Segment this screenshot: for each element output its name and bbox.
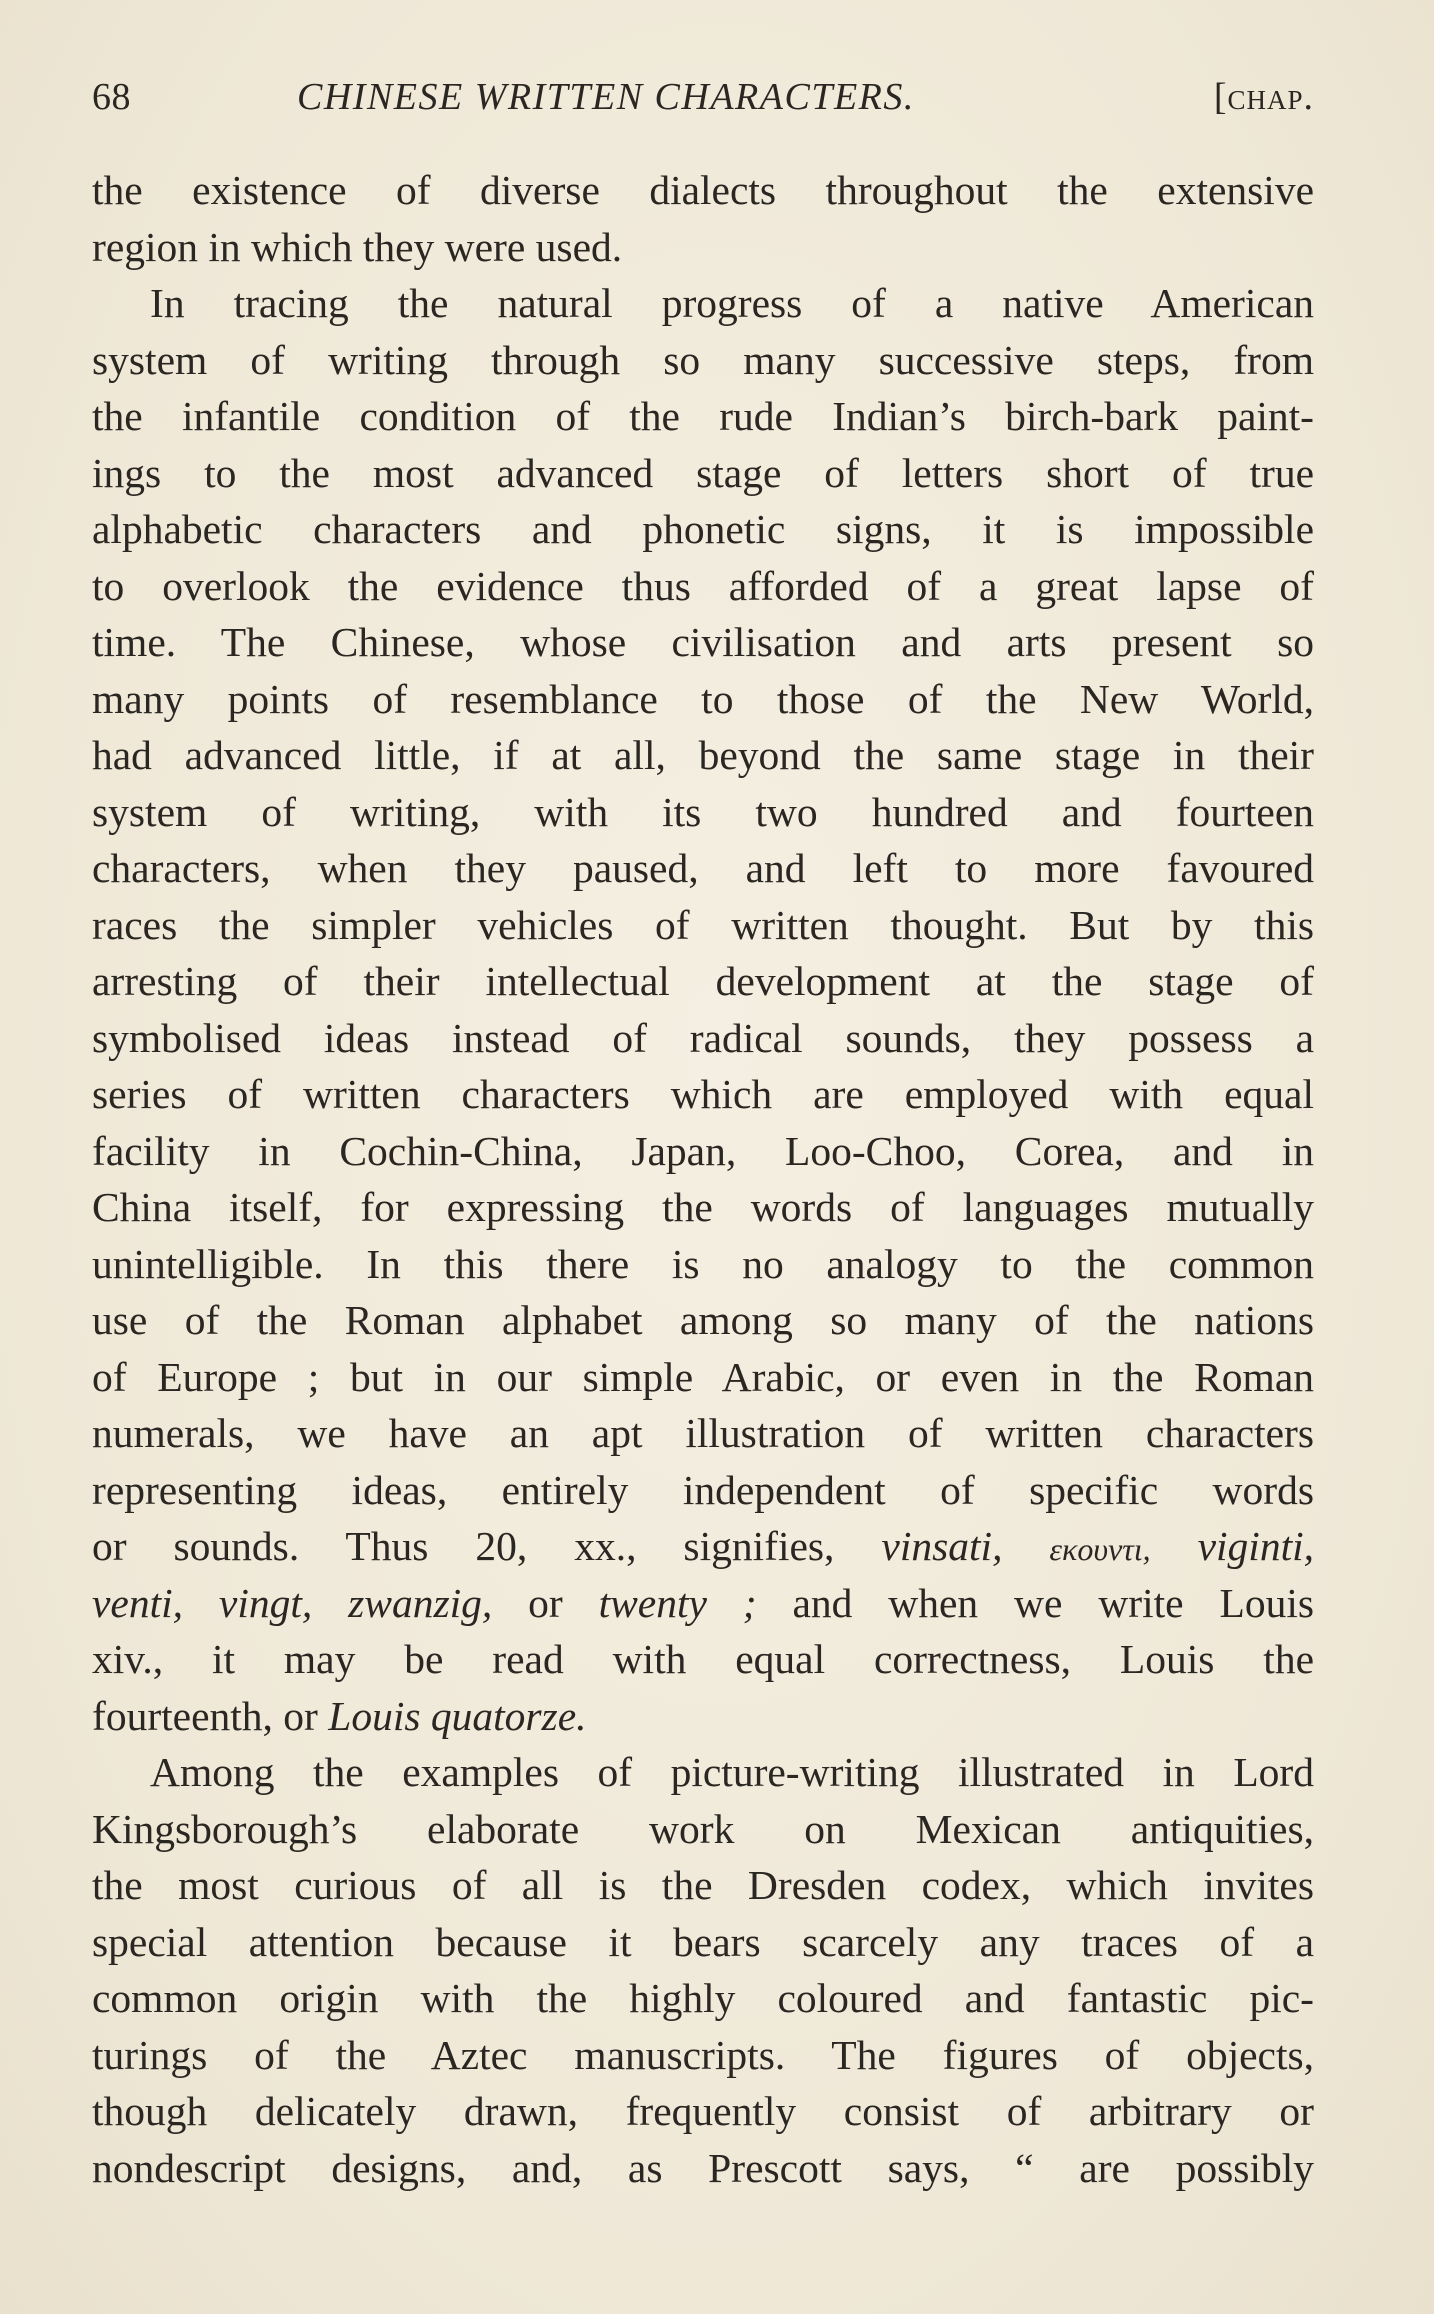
text-line: China itself, for expressing the words of languages mutually <box>92 1184 1314 1230</box>
text-line <box>92 1575 1314 1632</box>
text-line: facility in Cochin-China, Japan, Loo-Choo, Corea, and in <box>92 1127 1314 1174</box>
text-run: and when we write Louis <box>792 1579 1314 1626</box>
italic-word: vinsati, <box>881 1523 1003 1569</box>
italic-word: twenty ; <box>598 1579 757 1626</box>
text-line: of Europe ; but in our simple Arabic, or even in the Roman <box>92 1353 1314 1400</box>
running-title: CHINESE WRITTEN CHARACTERS. <box>297 76 915 118</box>
body-text <box>92 162 1314 2196</box>
text-line: Among the examples of picture-writing illustrated in Lord <box>150 1749 1314 1795</box>
text-line: time. The Chinese, whose civilisation and arts present so <box>92 619 1314 665</box>
text-line: had advanced little, if at all, beyond the same stage in their <box>92 732 1314 778</box>
text-line: alphabetic characters and phonetic signs, it is impossible <box>92 506 1314 552</box>
text-line: system of writing, with its two hundred and fourteen <box>92 788 1314 835</box>
text-line: the existence of diverse dialects throughout the extensive <box>92 167 1314 213</box>
text-line: series of written characters which are employed with equal <box>92 1071 1314 1117</box>
text-line: ings to the most advanced stage of letters short of true <box>92 449 1314 496</box>
text-line: arresting of their intellectual development at the stage of <box>92 958 1314 1004</box>
text-line: use of the Roman alphabet among so many of the nations <box>92 1297 1314 1343</box>
text-line: In tracing the natural progress of a native American <box>150 280 1314 326</box>
text-line: to overlook the evidence thus afforded of a great lapse of <box>92 562 1314 609</box>
running-header <box>92 72 1314 122</box>
text-line: xiv., it may be read with equal correctness, Louis the <box>92 1636 1314 1682</box>
text-line: many points of resemblance to those of the New World, <box>92 675 1314 722</box>
text-line <box>92 1518 1314 1575</box>
text-line: numerals, we have an apt illustration of written characters <box>92 1410 1314 1456</box>
text-line: special attention because it bears scarcely any traces of a <box>92 1918 1314 1965</box>
text-line: Kingsborough’s elaborate work on Mexican antiquities, <box>92 1805 1314 1852</box>
text-line: representing ideas, entirely independent of specific words <box>92 1466 1314 1513</box>
text-line: the most curious of all is the Dresden codex, which invites <box>92 1862 1314 1908</box>
italic-word: venti, vingt, zwanzig, <box>92 1579 493 1626</box>
text-run: or sounds. Thus 20, xx., signifies, <box>92 1523 835 1569</box>
text-line <box>92 1688 1314 1745</box>
italic-word: viginti, <box>1197 1523 1314 1569</box>
page-number: 68 <box>92 76 131 118</box>
text-line: races the simpler vehicles of written thought. But by this <box>92 901 1314 948</box>
text-line: symbolised ideas instead of radical sounds, they possess a <box>92 1014 1314 1061</box>
text-line: the infantile condition of the rude Indian’s birch-bark paint- <box>92 393 1314 439</box>
text-line: characters, when they paused, and left to more favoured <box>92 845 1314 891</box>
text-line: though delicately drawn, frequently consist of arbitrary or <box>92 2088 1314 2134</box>
text-run: or <box>528 1579 563 1626</box>
text-line: region in which they were used. <box>92 223 623 270</box>
text-run: fourteenth, or <box>92 1692 318 1739</box>
text-line: unintelligible. In this there is no analogy to the common <box>92 1240 1314 1287</box>
text-line: nondescript designs, and, as Prescott says, “ are possibly <box>92 2144 1314 2191</box>
text-line: turings of the Aztec manuscripts. The figures of objects, <box>92 2031 1314 2078</box>
greek-word: εκουντι, <box>1049 1531 1151 1567</box>
chapter-tag: [chap. <box>1213 76 1314 118</box>
text-line: system of writing through so many successive steps, from <box>92 336 1314 383</box>
text-line: common origin with the highly coloured and fantastic pic- <box>92 1975 1314 2021</box>
italic-phrase: Louis quatorze. <box>328 1692 587 1739</box>
